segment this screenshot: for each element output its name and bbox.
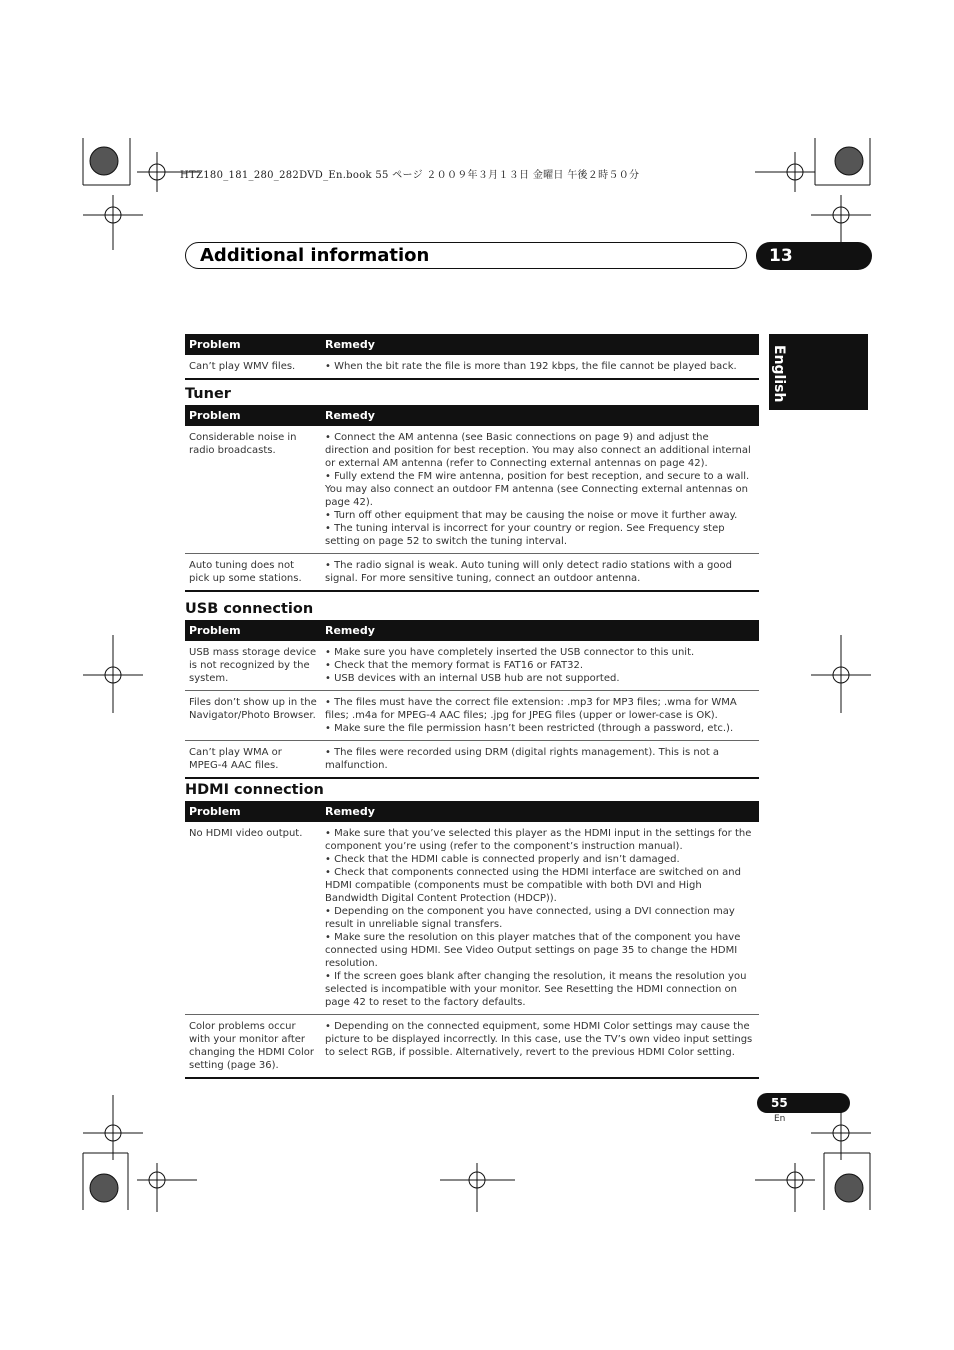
problem-cell: Files don’t show up in the Navigator/Photo Browser. <box>185 691 321 741</box>
table-row <box>185 691 759 741</box>
section-usb <box>185 598 759 779</box>
troubleshooting-table-hdmi <box>185 801 759 1079</box>
remedy-item: • Make sure that you’ve selected this player as the HDMI input in the settings for the component you’re using (refer to the component’s instruction manual). <box>325 828 752 852</box>
remedy-cell <box>321 741 759 779</box>
remedy-item: • When the bit rate the file is more than 192 kbps, the file cannot be played back. <box>325 361 737 372</box>
remedy-item: • Fully extend the FM wire antenna, position for best reception, and secure to a wall. You may also connect an outdoor FM antenna (see Connecting external antennas on page 42). <box>325 471 750 508</box>
section-title: Tuner <box>185 386 231 402</box>
section-tuner <box>185 383 759 592</box>
section-hdmi <box>185 779 759 1079</box>
print-file-info: HTZ180_181_280_282DVD_En.book 55 ページ ２００９年３月１３日 金曜日 午後２時５０分 <box>180 170 640 181</box>
table-row <box>185 554 759 592</box>
table-row <box>185 641 759 691</box>
remedy-item: • The files must have the correct file extension: .mp3 for MP3 files; .wma for WMA files; .m4a for MPEG-4 AAC files; .jpg for JPEG files (upper or lower-case is OK). <box>325 697 737 721</box>
table-row <box>185 822 759 1015</box>
remedy-item: • Turn off other equipment that may be causing the noise or move it further away. <box>325 510 738 521</box>
problem-cell: Can’t play WMV files. <box>185 355 321 379</box>
remedy-cell <box>321 691 759 741</box>
column-header-remedy: Remedy <box>321 334 759 355</box>
problem-cell: Can’t play WMA or MPEG-4 AAC files. <box>185 741 321 779</box>
remedy-item: • Depending on the component you have connected, using a DVI connection may result in unreliable signal transfers. <box>325 906 735 930</box>
remedy-item: • The radio signal is weak. Auto tuning will only detect radio stations with a good signal. For more sensitive tuning, connect an outdoor antenna. <box>325 560 732 584</box>
page-language-code: En <box>774 1114 786 1124</box>
page-title: Additional information <box>200 245 430 266</box>
table-row <box>185 355 759 379</box>
troubleshooting-table-tuner <box>185 405 759 592</box>
troubleshooting-table-usb <box>185 620 759 779</box>
remedy-item: • Check that components connected using the HDMI interface are switched on and HDMI compatible (components must be compatible with both DVI and High Bandwidth Digital Content Protection (HDCP)). <box>325 867 741 904</box>
column-header-remedy: Remedy <box>321 801 759 822</box>
remedy-item: • USB devices with an internal USB hub are not supported. <box>325 673 620 684</box>
column-header-remedy: Remedy <box>321 405 759 426</box>
problem-cell: Considerable noise in radio broadcasts. <box>185 426 321 554</box>
remedy-cell <box>321 554 759 592</box>
table-row <box>185 741 759 779</box>
table-row <box>185 1015 759 1079</box>
section-title: USB connection <box>185 601 314 617</box>
remedy-cell <box>321 641 759 691</box>
remedy-cell <box>321 355 759 379</box>
language-side-tab <box>769 334 868 410</box>
page-number-badge: 55 <box>757 1093 850 1113</box>
column-header-problem: Problem <box>185 801 321 822</box>
remedy-cell <box>321 822 759 1015</box>
section-general <box>185 334 759 380</box>
chapter-number-badge: 13 <box>756 242 872 270</box>
remedy-item: • The files were recorded using DRM (digital rights management). This is not a malfunction. <box>325 747 720 771</box>
remedy-item: • Check that the memory format is FAT16 or FAT32. <box>325 660 583 671</box>
column-header-problem: Problem <box>185 405 321 426</box>
problem-cell: Auto tuning does not pick up some stations. <box>185 554 321 592</box>
troubleshooting-table-general <box>185 334 759 380</box>
section-title: HDMI connection <box>185 782 324 798</box>
remedy-item: • Make sure the file permission hasn’t been restricted (through a password, etc.). <box>325 723 734 734</box>
remedy-item: • Depending on the connected equipment, some HDMI Color settings may cause the picture to be displayed incorrectly. In this case, use the TV’s own video input settings to select RGB, if possible. Alternatively, revert to the previous HDMI Color setting. <box>325 1021 753 1058</box>
remedy-item: • If the screen goes blank after changing the resolution, it means the resolution you selected is incompatible with your monitor. See Resetting the HDMI connection on page 42 to reset to the factory defaults. <box>325 971 747 1008</box>
remedy-cell <box>321 426 759 554</box>
table-row <box>185 426 759 554</box>
column-header-problem: Problem <box>185 334 321 355</box>
remedy-item: • Make sure the resolution on this player matches that of the component you have connected using HDMI. See Video Output settings on page 35 to change the HDMI resolution. <box>325 932 741 969</box>
column-header-problem: Problem <box>185 620 321 641</box>
remedy-cell <box>321 1015 759 1079</box>
problem-cell: USB mass storage device is not recognized by the system. <box>185 641 321 691</box>
problem-cell: Color problems occur with your monitor after changing the HDMI Color setting (page 36). <box>185 1015 321 1079</box>
remedy-item: • The tuning interval is incorrect for your country or region. See Frequency step setting on page 52 to switch the tuning interval. <box>325 523 725 547</box>
column-header-remedy: Remedy <box>321 620 759 641</box>
problem-cell: No HDMI video output. <box>185 822 321 1015</box>
remedy-item: • Connect the AM antenna (see Basic connections on page 9) and adjust the direction and position for best reception. You may also connect an additional internal or external AM antenna (refer to Connecting external antennas on page 42). <box>325 432 751 469</box>
remedy-item: • Check that the HDMI cable is connected properly and isn’t damaged. <box>325 854 680 865</box>
language-label: English <box>771 345 787 403</box>
remedy-item: • Make sure you have completely inserted the USB connector to this unit. <box>325 647 695 658</box>
